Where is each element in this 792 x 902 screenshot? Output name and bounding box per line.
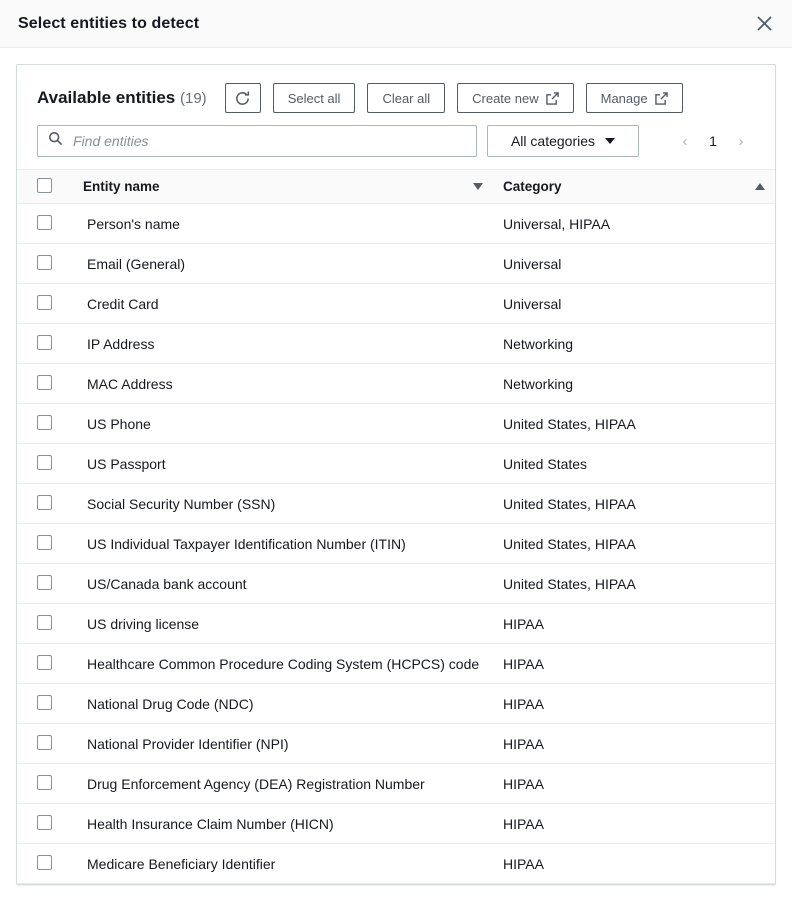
table-header <box>17 170 775 204</box>
row-checkbox[interactable] <box>37 855 52 870</box>
cell-category: United States <box>493 444 775 484</box>
row-checkbox[interactable] <box>37 695 52 710</box>
select-all-header-cell <box>17 170 73 204</box>
table-row[interactable] <box>17 444 775 484</box>
table-row[interactable] <box>17 204 775 244</box>
row-checkbox[interactable] <box>37 615 52 630</box>
row-checkbox[interactable] <box>37 215 52 230</box>
cell-entity-name: US Individual Taxpayer Identification Number (ITIN) <box>73 524 493 564</box>
sort-descending-icon <box>473 183 483 190</box>
table-row[interactable] <box>17 644 775 684</box>
entity-count: (19) <box>180 90 207 107</box>
row-checkbox-cell <box>17 724 73 764</box>
panel-header-row <box>37 83 755 113</box>
row-checkbox-cell <box>17 284 73 324</box>
cell-category: United States, HIPAA <box>493 484 775 524</box>
row-checkbox[interactable] <box>37 375 52 390</box>
cell-entity-name: National Drug Code (NDC) <box>73 684 493 724</box>
row-checkbox-cell <box>17 364 73 404</box>
row-checkbox-cell <box>17 764 73 804</box>
cell-category: HIPAA <box>493 764 775 804</box>
row-checkbox[interactable] <box>37 535 52 550</box>
cell-category: United States, HIPAA <box>493 404 775 444</box>
column-header-entity-name[interactable] <box>73 170 493 204</box>
category-filter-select[interactable] <box>487 125 639 157</box>
row-checkbox-cell <box>17 844 73 884</box>
table-row[interactable] <box>17 564 775 604</box>
table-row[interactable] <box>17 684 775 724</box>
row-checkbox[interactable] <box>37 255 52 270</box>
table-row[interactable] <box>17 724 775 764</box>
page-title: Select entities to detect <box>18 14 200 32</box>
row-checkbox[interactable] <box>37 735 52 750</box>
table-row[interactable] <box>17 404 775 444</box>
pagination-prev-button[interactable]: ‹ <box>671 127 699 155</box>
refresh-button[interactable] <box>225 83 261 113</box>
cell-category: HIPAA <box>493 644 775 684</box>
cell-category: Networking <box>493 364 775 404</box>
row-checkbox-cell <box>17 204 73 244</box>
panel-header <box>17 65 775 113</box>
panel-title <box>37 88 207 108</box>
cell-entity-name: Drug Enforcement Agency (DEA) Registration Number <box>73 764 493 804</box>
table-header-row <box>17 170 775 204</box>
clear-all-button[interactable]: Clear all <box>367 83 445 113</box>
cell-entity-name: US driving license <box>73 604 493 644</box>
table-row[interactable] <box>17 364 775 404</box>
cell-category: Networking <box>493 324 775 364</box>
external-link-icon <box>655 92 668 105</box>
cell-category: HIPAA <box>493 604 775 644</box>
row-checkbox-cell <box>17 644 73 684</box>
manage-button[interactable] <box>586 83 683 113</box>
pagination <box>671 127 755 155</box>
cell-category: HIPAA <box>493 844 775 884</box>
table-row[interactable] <box>17 244 775 284</box>
row-checkbox-cell <box>17 244 73 284</box>
cell-entity-name: IP Address <box>73 324 493 364</box>
create-new-label: Create new <box>472 90 539 106</box>
column-header-category[interactable] <box>493 170 775 204</box>
row-checkbox[interactable] <box>37 415 52 430</box>
cell-entity-name: MAC Address <box>73 364 493 404</box>
available-entities-panel <box>16 64 776 885</box>
cell-category: Universal <box>493 284 775 324</box>
cell-entity-name: Email (General) <box>73 244 493 284</box>
manage-label: Manage <box>600 90 648 106</box>
pagination-next-button[interactable]: › <box>727 127 755 155</box>
row-checkbox-cell <box>17 404 73 444</box>
cell-category: HIPAA <box>493 724 775 764</box>
table-row[interactable] <box>17 844 775 884</box>
column-header-entity-name-label: Entity name <box>83 179 160 194</box>
row-checkbox[interactable] <box>37 575 52 590</box>
create-new-button[interactable] <box>457 83 573 113</box>
cell-category: HIPAA <box>493 684 775 724</box>
row-checkbox[interactable] <box>37 335 52 350</box>
pagination-page-1[interactable]: 1 <box>709 133 717 149</box>
search-icon <box>48 131 63 151</box>
refresh-icon <box>234 90 251 107</box>
cell-entity-name: US Phone <box>73 404 493 444</box>
select-all-checkbox[interactable] <box>37 178 52 193</box>
table-row[interactable] <box>17 804 775 844</box>
table-row[interactable] <box>17 764 775 804</box>
cell-category: Universal <box>493 244 775 284</box>
cell-category: Universal, HIPAA <box>493 204 775 244</box>
row-checkbox-cell <box>17 324 73 364</box>
table-row[interactable] <box>17 604 775 644</box>
row-checkbox-cell <box>17 564 73 604</box>
category-filter-label: All categories <box>510 133 596 149</box>
panel-wrapper <box>0 48 792 885</box>
table-row[interactable] <box>17 484 775 524</box>
cell-entity-name: US Passport <box>73 444 493 484</box>
row-checkbox-cell <box>17 684 73 724</box>
search-input[interactable] <box>71 132 466 150</box>
select-all-button[interactable]: Select all <box>273 83 356 113</box>
modal-header <box>0 0 792 48</box>
row-checkbox[interactable] <box>37 815 52 830</box>
cell-entity-name: Social Security Number (SSN) <box>73 484 493 524</box>
row-checkbox[interactable] <box>37 775 52 790</box>
row-checkbox-cell <box>17 804 73 844</box>
panel-title-text: Available entities <box>37 88 176 107</box>
row-checkbox-cell <box>17 484 73 524</box>
search-input-wrapper[interactable] <box>37 125 477 157</box>
cell-entity-name: US/Canada bank account <box>73 564 493 604</box>
cell-entity-name: Healthcare Common Procedure Coding System (HCPCS) code <box>73 644 493 684</box>
external-link-icon <box>546 92 559 105</box>
column-header-category-label: Category <box>503 179 562 194</box>
row-checkbox-cell <box>17 444 73 484</box>
chevron-down-icon <box>605 138 615 144</box>
table-row[interactable] <box>17 524 775 564</box>
row-checkbox[interactable] <box>37 495 52 510</box>
entities-table <box>17 169 775 884</box>
cell-entity-name: Medicare Beneficiary Identifier <box>73 844 493 884</box>
close-icon[interactable] <box>750 10 778 38</box>
row-checkbox-cell <box>17 604 73 644</box>
cell-entity-name: Health Insurance Claim Number (HICN) <box>73 804 493 844</box>
filter-row <box>17 113 775 169</box>
sort-ascending-icon <box>755 183 765 190</box>
row-checkbox[interactable] <box>37 295 52 310</box>
cell-entity-name: Credit Card <box>73 284 493 324</box>
cell-category: United States, HIPAA <box>493 564 775 604</box>
table-row[interactable] <box>17 324 775 364</box>
row-checkbox[interactable] <box>37 455 52 470</box>
cell-entity-name: Person's name <box>73 204 493 244</box>
row-checkbox-cell <box>17 524 73 564</box>
table-row[interactable] <box>17 284 775 324</box>
row-checkbox[interactable] <box>37 655 52 670</box>
table-body <box>17 204 775 884</box>
cell-entity-name: National Provider Identifier (NPI) <box>73 724 493 764</box>
cell-category: United States, HIPAA <box>493 524 775 564</box>
cell-category: HIPAA <box>493 804 775 844</box>
